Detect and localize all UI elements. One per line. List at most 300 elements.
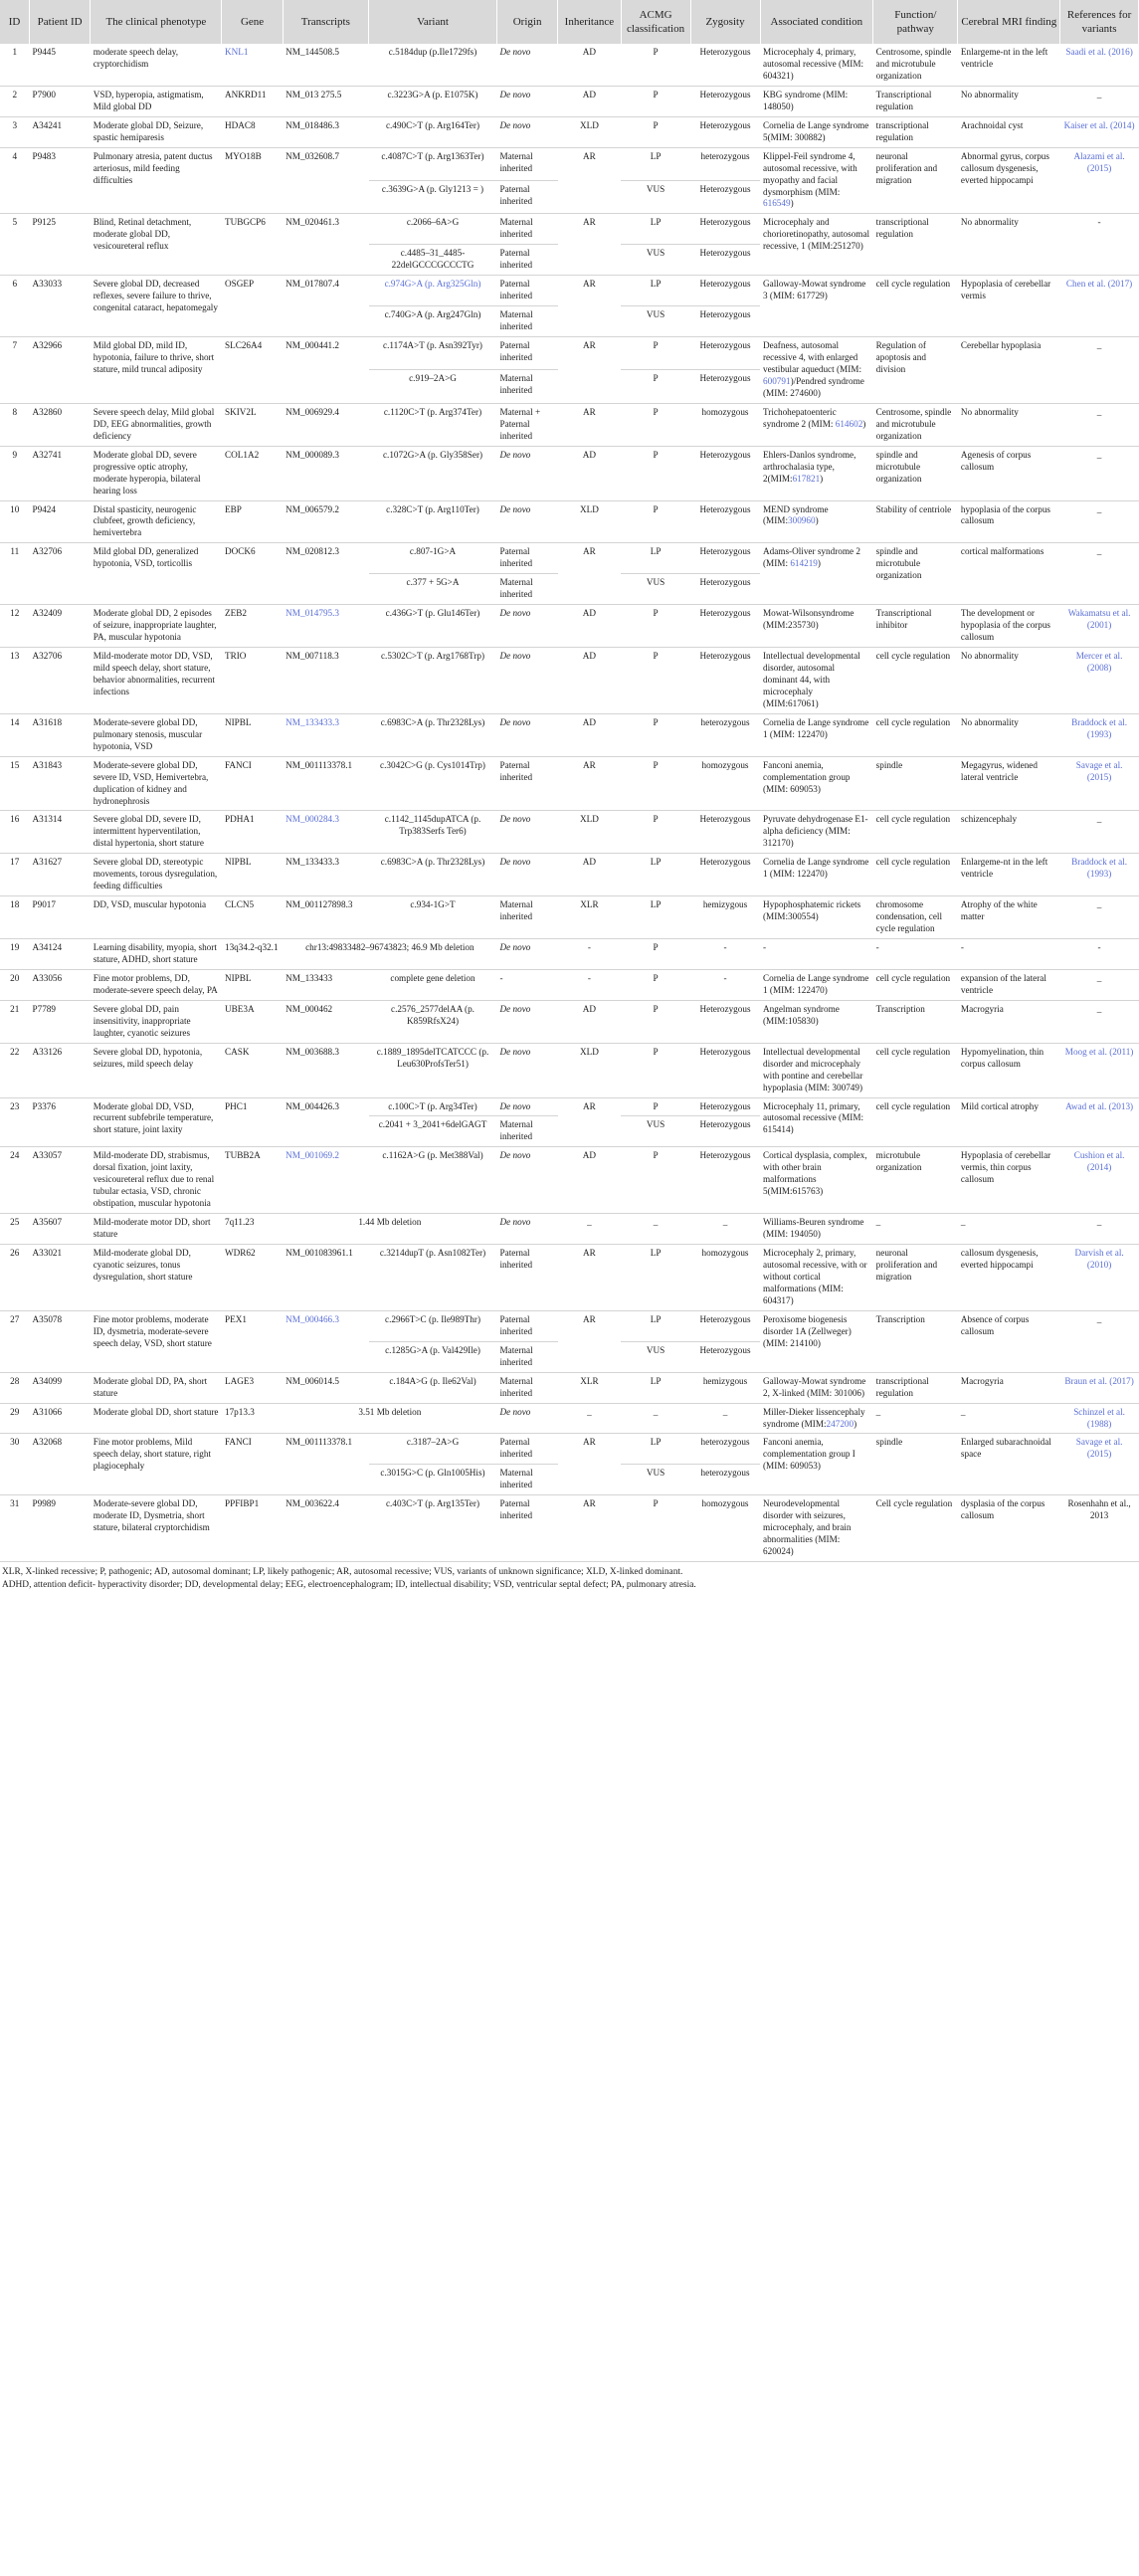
variant: c.3015G>C (p. Gln1005His) xyxy=(369,1465,497,1495)
origin: De novo xyxy=(497,1214,558,1245)
column-header: Gene xyxy=(222,0,283,44)
variant: c.2041 + 3_2041+6delGAGT xyxy=(369,1116,497,1147)
zygosity: Heterozygous xyxy=(690,1116,760,1147)
acmg-classification: P xyxy=(621,446,690,500)
gene-name: PDHA1 xyxy=(222,811,283,854)
associated-condition: Cornelia de Lange syndrome 5(MIM: 300882) xyxy=(760,116,873,147)
table-row xyxy=(0,337,1139,370)
cerebral-mri-finding: Arachnoidal cyst xyxy=(958,116,1060,147)
zygosity: Heterozygous xyxy=(690,1097,760,1116)
transcript: NM_000441.2 xyxy=(283,337,368,404)
variant: c.100C>T (p. Arg34Ter) xyxy=(369,1097,497,1116)
acmg-classification: _ xyxy=(621,1403,690,1434)
origin: De novo xyxy=(497,811,558,854)
variant-reference: - xyxy=(1060,214,1139,276)
variant-reference: _ xyxy=(1060,1214,1139,1245)
variant: c.1072G>A (p. Gly358Ser) xyxy=(369,446,497,500)
variant[interactable]: c.974G>A (p. Arg325Gln) xyxy=(369,276,497,306)
gene-name: CLCN5 xyxy=(222,896,283,939)
table-row xyxy=(0,939,1139,970)
origin: Paternal inherited xyxy=(497,337,558,370)
cerebral-mri-finding: Hypoplasia of cerebellar vermis xyxy=(958,276,1060,337)
row-id: 29 xyxy=(0,1403,30,1434)
omim-link[interactable]: 614219 xyxy=(790,558,818,569)
associated-condition: - xyxy=(760,939,873,970)
gene-name: HDAC8 xyxy=(222,116,283,147)
omim-link[interactable]: 247200 xyxy=(826,1418,854,1429)
variant-region: chr13:49833482–96743823; 46.9 Mb deletion xyxy=(283,939,496,970)
inheritance: XLD xyxy=(558,1043,621,1097)
acmg-classification: P xyxy=(621,116,690,147)
patient-id: P7789 xyxy=(30,1000,91,1043)
zygosity: homozygous xyxy=(690,403,760,446)
origin: Maternal inherited xyxy=(497,1465,558,1495)
transcript[interactable]: NM_014795.3 xyxy=(283,605,368,648)
patient-id: A35078 xyxy=(30,1310,91,1372)
origin: - xyxy=(497,969,558,1000)
origin: De novo xyxy=(497,44,558,86)
cerebral-mri-finding: No abnormality xyxy=(958,713,1060,756)
origin: Maternal inherited xyxy=(497,1341,558,1372)
associated-condition: Peroxisome biogenesis disorder 1A (Zellweger) (MIM: 214100) xyxy=(760,1310,873,1372)
origin: De novo xyxy=(497,116,558,147)
omim-link[interactable]: 300960 xyxy=(788,515,816,526)
patient-id: P9445 xyxy=(30,44,91,86)
acmg-classification: VUS xyxy=(621,1465,690,1495)
gene-name: OSGEP xyxy=(222,276,283,337)
variant-reference[interactable]: Awad et al. (2013) xyxy=(1060,1097,1139,1147)
zygosity: Heterozygous xyxy=(690,276,760,306)
cerebral-mri-finding: Hypomyelination, thin corpus callosum xyxy=(958,1043,1060,1097)
patient-id: A35607 xyxy=(30,1214,91,1245)
cerebral-mri-finding: Macrogyria xyxy=(958,1000,1060,1043)
patient-id: A34099 xyxy=(30,1372,91,1403)
table-row xyxy=(0,1310,1139,1341)
function-pathway: cell cycle regulation xyxy=(873,648,958,714)
variant-reference[interactable]: Wakamatsu et al. (2001) xyxy=(1060,605,1139,648)
row-id: 5 xyxy=(0,214,30,276)
table-row xyxy=(0,86,1139,116)
patient-id: P9483 xyxy=(30,147,91,214)
patient-id: A33033 xyxy=(30,276,91,337)
function-pathway: - xyxy=(873,939,958,970)
omim-link[interactable]: 614602 xyxy=(835,418,863,429)
acmg-classification: P xyxy=(621,403,690,446)
clinical-phenotype: Moderate global DD, severe progressive optic atrophy, moderate hyperopia, bilateral hearing loss xyxy=(91,446,222,500)
transcript: NM_000462 xyxy=(283,1000,368,1043)
row-id: 12 xyxy=(0,605,30,648)
column-header: Origin xyxy=(497,0,558,44)
variant-reference[interactable]: Savage et al. (2015) xyxy=(1060,1434,1139,1495)
origin: Maternal inherited xyxy=(497,1372,558,1403)
transcript[interactable]: NM_000284.3 xyxy=(283,811,368,854)
table-row xyxy=(0,1495,1139,1562)
patient-id: A32706 xyxy=(30,543,91,605)
acmg-classification: LP xyxy=(621,854,690,896)
cerebral-mri-finding: Macrogyria xyxy=(958,1372,1060,1403)
function-pathway: Transcription xyxy=(873,1310,958,1372)
clinical-phenotype: Mild-moderate DD, strabismus, dorsal fixation, joint laxity, vesicoureteral reflux due to renal tubular ectasia, VSD, chronic obstipation, muscular hypotonia xyxy=(91,1147,222,1214)
row-id: 27 xyxy=(0,1310,30,1372)
gene-name: 7q11.23 xyxy=(222,1214,283,1245)
patient-id: A34241 xyxy=(30,116,91,147)
row-id: 21 xyxy=(0,1000,30,1043)
gene-name: UBE3A xyxy=(222,1000,283,1043)
column-header: Patient ID xyxy=(30,0,91,44)
inheritance: AR xyxy=(558,1097,621,1147)
function-pathway: Regulation of apoptosis and division xyxy=(873,337,958,404)
cerebral-mri-finding: expansion of the lateral ventricle xyxy=(958,969,1060,1000)
variant: c.1142_1145dupATCA (p. Trp383Serfs Ter6) xyxy=(369,811,497,854)
inheritance: AR xyxy=(558,1245,621,1311)
transcript: NM_007118.3 xyxy=(283,648,368,714)
patient-id: A31843 xyxy=(30,756,91,811)
clinical-phenotype: Fine motor problems, Mild speech delay, short stature, right plagiocephaly xyxy=(91,1434,222,1495)
gene-name: WDR62 xyxy=(222,1245,283,1311)
origin: De novo xyxy=(497,1097,558,1116)
zygosity: Heterozygous xyxy=(690,181,760,214)
patient-id: A33021 xyxy=(30,1245,91,1311)
acmg-classification: VUS xyxy=(621,574,690,605)
gene-name: 17p13.3 xyxy=(222,1403,283,1434)
variant-reference[interactable]: Darvish et al. (2010) xyxy=(1060,1245,1139,1311)
variant: c.3223G>A (p. E1075K) xyxy=(369,86,497,116)
table-row xyxy=(0,713,1139,756)
zygosity: Heterozygous xyxy=(690,605,760,648)
clinical-phenotype: Fine motor problems, moderate ID, dysmetria, moderate-severe speech delay, VSD, short stature xyxy=(91,1310,222,1372)
associated-condition: Adams-Oliver syndrome 2 (MIM: 614219) xyxy=(760,543,873,605)
variant: c.3042C>G (p. Cys1014Trp) xyxy=(369,756,497,811)
gene-name: FANCI xyxy=(222,1434,283,1495)
acmg-classification: P xyxy=(621,1147,690,1214)
zygosity: Heterozygous xyxy=(690,811,760,854)
clinical-phenotype: Moderate-severe global DD, moderate ID, Dysmetria, short stature, bilateral cryptorchidism xyxy=(91,1495,222,1562)
clinical-phenotype: Moderate-severe global DD, pulmonary stenosis, muscular hypotonia, VSD xyxy=(91,713,222,756)
variant-reference[interactable]: Alazami et al. (2015) xyxy=(1060,147,1139,214)
inheritance: AR xyxy=(558,276,621,337)
origin: Paternal inherited xyxy=(497,1245,558,1311)
variant-reference: _ xyxy=(1060,446,1139,500)
function-pathway: _ xyxy=(873,1403,958,1434)
variant: c.740G>A (p. Arg247Gln) xyxy=(369,306,497,337)
gene-name: TRIO xyxy=(222,648,283,714)
row-id: 24 xyxy=(0,1147,30,1214)
clinical-phenotype: Moderate global DD, PA, short stature xyxy=(91,1372,222,1403)
cerebral-mri-finding: hypoplasia of the corpus callosum xyxy=(958,500,1060,543)
acmg-classification: P xyxy=(621,713,690,756)
variant-region: 1.44 Mb deletion xyxy=(283,1214,496,1245)
cerebral-mri-finding: callosum dysgenesis, everted hippocampi xyxy=(958,1245,1060,1311)
inheritance: AD xyxy=(558,86,621,116)
inheritance: _ xyxy=(558,1214,621,1245)
origin: De novo xyxy=(497,939,558,970)
patient-id: A33057 xyxy=(30,1147,91,1214)
inheritance: - xyxy=(558,939,621,970)
transcript: NM_001127898.3 xyxy=(283,896,368,939)
table-row xyxy=(0,1147,1139,1214)
clinical-phenotype: Pulmonary atresia, patent ductus arteriosus, mild feeding difficulties xyxy=(91,147,222,214)
inheritance: AR xyxy=(558,1434,621,1495)
acmg-classification: P xyxy=(621,969,690,1000)
transcript: NM_004426.3 xyxy=(283,1097,368,1147)
variant-reference: _ xyxy=(1060,1310,1139,1372)
cerebral-mri-finding: Megagyrus, widened lateral ventricle xyxy=(958,756,1060,811)
zygosity: - xyxy=(690,939,760,970)
gene-name: DOCK6 xyxy=(222,543,283,605)
table-row xyxy=(0,446,1139,500)
variant-reference[interactable]: Saadi et al. (2016) xyxy=(1060,44,1139,86)
clinical-phenotype: DD, VSD, muscular hypotonia xyxy=(91,896,222,939)
function-pathway: spindle and microtubule organization xyxy=(873,543,958,605)
variant-reference[interactable]: Moog et al. (2011) xyxy=(1060,1043,1139,1097)
omim-link[interactable]: 616549 xyxy=(763,198,791,209)
associated-condition: Microcephaly 4, primary, autosomal recessive (MIM: 604321) xyxy=(760,44,873,86)
patient-id: A33056 xyxy=(30,969,91,1000)
table-row xyxy=(0,403,1139,446)
associated-condition: Fanconi anemia, complementation group (MIM: 609053) xyxy=(760,756,873,811)
zygosity: Heterozygous xyxy=(690,337,760,370)
inheritance: AR xyxy=(558,1495,621,1562)
associated-condition: Ehlers-Danlos syndrome, arthrochalasia type, 2(MIM:617821) xyxy=(760,446,873,500)
function-pathway: Transcriptional regulation xyxy=(873,86,958,116)
table-row xyxy=(0,969,1139,1000)
zygosity: _ xyxy=(690,1403,760,1434)
row-id: 18 xyxy=(0,896,30,939)
table-row xyxy=(0,854,1139,896)
acmg-classification: LP xyxy=(621,147,690,180)
associated-condition: Microcephaly 2, primary, autosomal recessive, with or without cortical malformations (MIM: 604317) xyxy=(760,1245,873,1311)
variant-reference: _ xyxy=(1060,969,1139,1000)
transcript: NM_032608.7 xyxy=(283,147,368,214)
associated-condition: Intellectual developmental disorder and microcephaly with pontine and cerebellar hypoplasia (MIM: 300749) xyxy=(760,1043,873,1097)
patient-id: P9017 xyxy=(30,896,91,939)
associated-condition: Microcephaly 11, primary, autosomal recessive (MIM: 615414) xyxy=(760,1097,873,1147)
table-row xyxy=(0,605,1139,648)
row-id: 26 xyxy=(0,1245,30,1311)
zygosity: heterozygous xyxy=(690,713,760,756)
origin: Maternal inherited xyxy=(497,370,558,403)
associated-condition: Miller-Dieker lissencephaly syndrome (MIM:247200) xyxy=(760,1403,873,1434)
gene-name: NIPBL xyxy=(222,969,283,1000)
cerebral-mri-finding: No abnormality xyxy=(958,648,1060,714)
transcript: NM_020461.3 xyxy=(283,214,368,276)
zygosity: Heterozygous xyxy=(690,648,760,714)
zygosity: Heterozygous xyxy=(690,1000,760,1043)
clinical-phenotype: VSD, hyperopia, astigmatism, Mild global DD xyxy=(91,86,222,116)
cerebral-mri-finding: cortical malformations xyxy=(958,543,1060,605)
row-id: 11 xyxy=(0,543,30,605)
acmg-classification: P xyxy=(621,86,690,116)
acmg-classification: LP xyxy=(621,896,690,939)
row-id: 6 xyxy=(0,276,30,337)
function-pathway: Stability of centriole xyxy=(873,500,958,543)
zygosity: Heterozygous xyxy=(690,44,760,86)
clinical-phenotype: Moderate global DD, Seizure, spastic hemiparesis xyxy=(91,116,222,147)
variant: c.184A>G (p. Ile62Val) xyxy=(369,1372,497,1403)
transcript: NM_003688.3 xyxy=(283,1043,368,1097)
clinical-phenotype: Mild-moderate motor DD, short stature xyxy=(91,1214,222,1245)
cerebral-mri-finding: dysplasia of the corpus callosum xyxy=(958,1495,1060,1562)
variant: c.3639G>A (p. Gly1213 = ) xyxy=(369,181,497,214)
associated-condition: Klippel-Feil syndrome 4, autosomal recessive, with myopathy and facial dysmorphism (MIM: 616549) xyxy=(760,147,873,214)
patient-id: P7900 xyxy=(30,86,91,116)
associated-condition: Angelman syndrome (MIM:105830) xyxy=(760,1000,873,1043)
transcript[interactable]: NM_133433.3 xyxy=(283,713,368,756)
variant-reference[interactable]: Mercer et al. (2008) xyxy=(1060,648,1139,714)
acmg-classification: P xyxy=(621,605,690,648)
inheritance: AR xyxy=(558,1310,621,1372)
variant-reference[interactable]: Braun et al. (2017) xyxy=(1060,1372,1139,1403)
table-row xyxy=(0,1372,1139,1403)
zygosity: heterozygous xyxy=(690,1465,760,1495)
origin: Maternal inherited xyxy=(497,574,558,605)
acmg-classification: P xyxy=(621,811,690,854)
function-pathway: transcriptional regulation xyxy=(873,116,958,147)
transcript: NM_006579.2 xyxy=(283,500,368,543)
variant-reference[interactable]: Braddock et al. (1993) xyxy=(1060,713,1139,756)
variant-reference: _ xyxy=(1060,1000,1139,1043)
origin: Maternal inherited xyxy=(497,896,558,939)
patient-id: A32741 xyxy=(30,446,91,500)
transcript[interactable]: NM_000466.3 xyxy=(283,1310,368,1372)
associated-condition: Galloway-Mowat syndrome 3 (MIM: 617729) xyxy=(760,276,873,337)
variant-reference: Rosenhahn et al., 2013 xyxy=(1060,1495,1139,1562)
acmg-classification: VUS xyxy=(621,306,690,337)
variant: c.377 + 5G>A xyxy=(369,574,497,605)
gene-name: ANKRD11 xyxy=(222,86,283,116)
variant: c.3187–2A>G xyxy=(369,1434,497,1465)
column-header: Inheritance xyxy=(558,0,621,44)
associated-condition: KBG syndrome (MIM: 148050) xyxy=(760,86,873,116)
zygosity: Heterozygous xyxy=(690,446,760,500)
clinical-phenotype: Severe global DD, decreased reflexes, severe failure to thrive, congenital cataract, hepatomegaly xyxy=(91,276,222,337)
zygosity: Heterozygous xyxy=(690,370,760,403)
variant-reference[interactable]: Braddock et al. (1993) xyxy=(1060,854,1139,896)
row-id: 30 xyxy=(0,1434,30,1495)
origin: Paternal inherited xyxy=(497,276,558,306)
acmg-classification: LP xyxy=(621,1310,690,1341)
row-id: 16 xyxy=(0,811,30,854)
patient-id: P3376 xyxy=(30,1097,91,1147)
variant-reference[interactable]: Schinzel et al. (1988) xyxy=(1060,1403,1139,1434)
column-header: Cerebral MRI finding xyxy=(958,0,1060,44)
function-pathway: Centrosome, spindle and microtubule organization xyxy=(873,44,958,86)
patient-id: A33126 xyxy=(30,1043,91,1097)
acmg-classification: LP xyxy=(621,1245,690,1311)
row-id: 7 xyxy=(0,337,30,404)
zygosity: - xyxy=(690,969,760,1000)
column-header: ACMG classification xyxy=(621,0,690,44)
omim-link[interactable]: 617821 xyxy=(792,473,821,484)
cerebral-mri-finding: Agenesis of corpus callosum xyxy=(958,446,1060,500)
gene-name: MYO18B xyxy=(222,147,283,214)
row-id: 3 xyxy=(0,116,30,147)
transcript: NM_006014.5 xyxy=(283,1372,368,1403)
variant-reference: _ xyxy=(1060,896,1139,939)
origin: De novo xyxy=(497,1000,558,1043)
origin: Paternal inherited xyxy=(497,1495,558,1562)
clinical-phenotype: Severe global DD, stereotypic movements, torous dysregulation, feeding difficulties xyxy=(91,854,222,896)
row-id: 14 xyxy=(0,713,30,756)
inheritance: AD xyxy=(558,605,621,648)
clinical-phenotype: Severe global DD, hypotonia, seizures, mild speech delay xyxy=(91,1043,222,1097)
variant-reference[interactable]: Chen et al. (2017) xyxy=(1060,276,1139,337)
cerebral-mri-finding: Enlargeme-nt in the left ventricle xyxy=(958,44,1060,86)
column-header: Associated condition xyxy=(760,0,873,44)
row-id: 10 xyxy=(0,500,30,543)
zygosity: Heterozygous xyxy=(690,1043,760,1097)
cerebral-mri-finding: Hypoplasia of cerebellar vermis, thin corpus callosum xyxy=(958,1147,1060,1214)
transcript: NM_003622.4 xyxy=(283,1495,368,1562)
associated-condition: MEND syndrome (MIM:300960) xyxy=(760,500,873,543)
inheritance: AD xyxy=(558,854,621,896)
gene-name: CASK xyxy=(222,1043,283,1097)
associated-condition: Mowat-Wilsonsyndrome (MIM:235730) xyxy=(760,605,873,648)
cerebral-mri-finding: No abnormality xyxy=(958,86,1060,116)
row-id: 9 xyxy=(0,446,30,500)
transcript[interactable]: NM_001069.2 xyxy=(283,1147,368,1214)
gene-name[interactable]: KNL1 xyxy=(222,44,283,86)
inheritance: XLD xyxy=(558,811,621,854)
origin: De novo xyxy=(497,648,558,714)
variant-reference: _ xyxy=(1060,543,1139,605)
variant: c.403C>T (p. Arg135Ter) xyxy=(369,1495,497,1562)
inheritance: AR xyxy=(558,214,621,276)
patient-id: A31618 xyxy=(30,713,91,756)
patient-id: A32409 xyxy=(30,605,91,648)
omim-link[interactable]: 600791 xyxy=(763,375,791,386)
gene-name: SKIV2L xyxy=(222,403,283,446)
patient-id: A32706 xyxy=(30,648,91,714)
inheritance: _ xyxy=(558,1403,621,1434)
variant-reference[interactable]: Kaiser et al. (2014) xyxy=(1060,116,1139,147)
acmg-classification: LP xyxy=(621,276,690,306)
inheritance: AR xyxy=(558,403,621,446)
gene-name: TUBB2A xyxy=(222,1147,283,1214)
table-row xyxy=(0,543,1139,574)
zygosity: Heterozygous xyxy=(690,1341,760,1372)
table-row xyxy=(0,1245,1139,1311)
row-id: 1 xyxy=(0,44,30,86)
acmg-classification: P xyxy=(621,370,690,403)
table-row xyxy=(0,1097,1139,1116)
transcript: NM_133433 xyxy=(283,969,368,1000)
cerebral-mri-finding: _ xyxy=(958,1403,1060,1434)
function-pathway: Transcriptional inhibitor xyxy=(873,605,958,648)
function-pathway: spindle xyxy=(873,1434,958,1495)
cerebral-mri-finding: The development or hypoplasia of the corpus callosum xyxy=(958,605,1060,648)
gene-name: SLC26A4 xyxy=(222,337,283,404)
clinical-phenotype: Moderate global DD, short stature xyxy=(91,1403,222,1434)
variant-reference: _ xyxy=(1060,86,1139,116)
variant-reference[interactable]: Cushion et al. (2014) xyxy=(1060,1147,1139,1214)
variant-reference[interactable]: Savage et al. (2015) xyxy=(1060,756,1139,811)
function-pathway: chromosome condensation, cell cycle regulation xyxy=(873,896,958,939)
associated-condition: Neurodevelopmental disorder with seizures, microcephaly, and brain abnormalities (MIM: 620024) xyxy=(760,1495,873,1562)
acmg-classification: VUS xyxy=(621,181,690,214)
origin: De novo xyxy=(497,854,558,896)
inheritance: AD xyxy=(558,446,621,500)
function-pathway: cell cycle regulation xyxy=(873,276,958,337)
column-header: Variant xyxy=(369,0,497,44)
zygosity: homozygous xyxy=(690,1245,760,1311)
cerebral-mri-finding: Enlarged subarachnoidal space xyxy=(958,1434,1060,1495)
table-row xyxy=(0,116,1139,147)
inheritance: AD xyxy=(558,648,621,714)
clinical-phenotype: Mild global DD, generalized hypotonia, VSD, torticollis xyxy=(91,543,222,605)
variant: c.1889_1895delTCATCCC (p. Leu630ProfsTer51) xyxy=(369,1043,497,1097)
transcript: NM_018486.3 xyxy=(283,116,368,147)
